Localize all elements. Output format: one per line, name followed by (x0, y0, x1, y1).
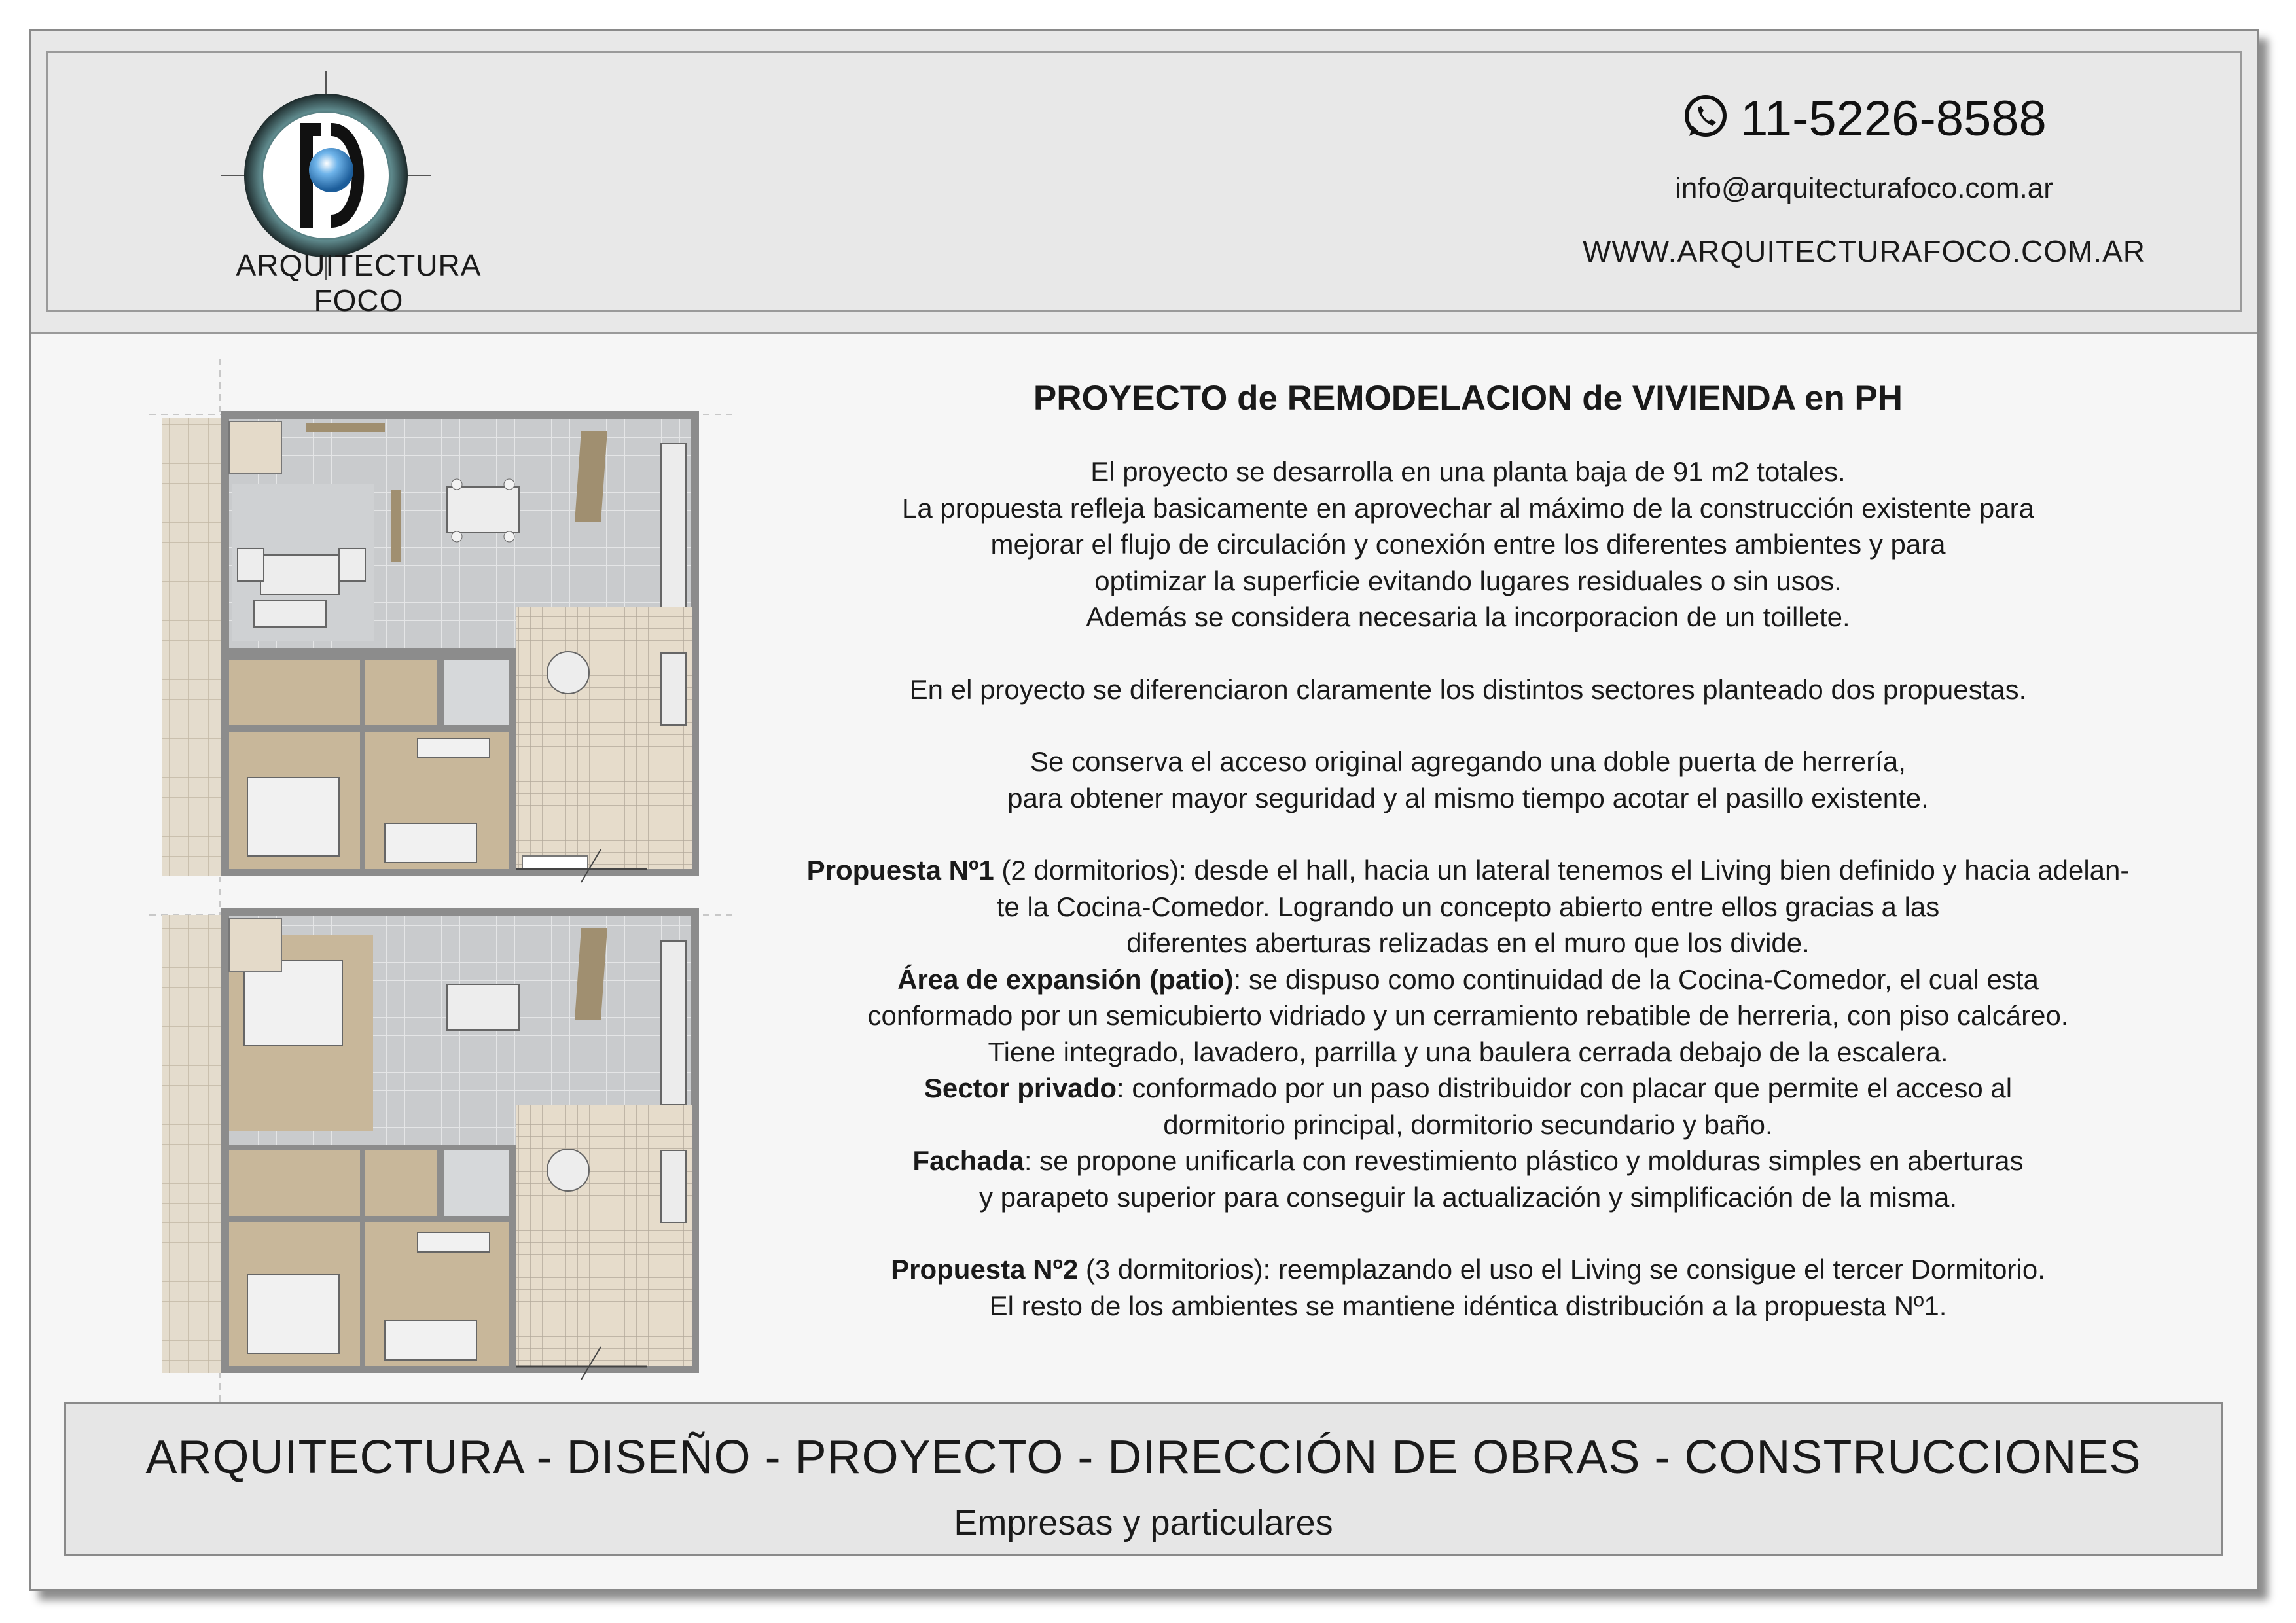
private-sector-line: dormitorio principal, dormitorio secundario y baño. (1163, 1109, 1773, 1140)
facade-label: Fachada (912, 1145, 1024, 1176)
access-line: Se conserva el acceso original agregando una doble puerta de herrería, (1030, 746, 1906, 777)
floor-plan-proposal-2 (149, 889, 732, 1419)
intro-line: La propuesta refleja basicamente en aprovechar al máximo de la construcción existente para (902, 492, 2034, 524)
proposal-1-line: te la Cocina-Comedor. Logrando un concepto abierto entre ellos gracias a las (996, 891, 1940, 922)
expansion-line: Tiene integrado, lavadero, parrilla y una baulera cerrada debajo de la escalera. (988, 1036, 1948, 1067)
intro-paragraph (706, 454, 2231, 635)
services-tagline: ARQUITECTURA - DISEÑO - PROYECTO - DIRECCIÓN DE OBRAS - CONSTRUCCIONES (145, 1431, 2142, 1484)
expansion-label: Área de expansión (patio) (897, 963, 1234, 995)
intro-line: mejorar el flujo de circulación y conexión entre los diferentes ambientes y para (990, 529, 1946, 560)
intro-line: optimizar la superficie evitando lugares residuales o sin usos. (1094, 565, 1842, 596)
brand-name: ARQUITECTURA FOCO (236, 248, 482, 317)
intro-line: Además se considera necesaria la incorporacion de un toillete. (1086, 601, 1850, 632)
phone-number[interactable]: 11-5226-8588 (1740, 91, 2047, 147)
access-line: para obtener mayor seguridad y al mismo tiempo acotar el pasillo existente. (1007, 782, 1929, 813)
facade-line: : se propone unificarla con revestimiento plástico y molduras simples en aberturas (1024, 1145, 2024, 1176)
whatsapp-icon (1681, 93, 1730, 145)
proposal-2-paragraph (706, 1251, 2231, 1324)
private-sector-label: Sector privado (924, 1073, 1117, 1103)
contact-block (1537, 90, 2191, 269)
sectors-line: En el proyecto se diferenciaron claramente los distintos sectores planteado dos propuestas. (909, 673, 2027, 705)
proposal-2-label: Propuesta Nº2 (891, 1254, 1079, 1285)
sectors-paragraph (706, 671, 2231, 708)
project-description (706, 378, 2231, 1360)
email-address[interactable]: info@arquitecturafoco.com.ar (1675, 172, 2053, 204)
header (31, 31, 2257, 334)
project-title: PROYECTO de REMODELACION de VIVIENDA en PH (1033, 379, 1903, 418)
clients-subtagline: Empresas y particulares (954, 1503, 1333, 1543)
access-paragraph (706, 743, 2231, 816)
expansion-line: : se dispuso como continuidad de la Cocina-Comedor, el cual esta (1233, 963, 2039, 995)
phone-row (1537, 90, 2191, 147)
website-url[interactable]: WWW.ARQUITECTURAFOCO.COM.AR (1582, 234, 2146, 268)
proposal-1-paragraph (706, 852, 2231, 1215)
proposal-2-line: (3 dormitorios): reemplazando el uso el Living se consigue el tercer Dormitorio. (1078, 1254, 2045, 1285)
proposal-1-line: (2 dormitorios): desde el hall, hacia un lateral tenemos el Living bien definido y hacia adelan- (994, 855, 2130, 885)
sheet (29, 29, 2259, 1591)
expansion-line: conformado por un semicubierto vidriado y un cerramiento rebatible de herreria, con piso calcáreo. (867, 1000, 2069, 1031)
footer-band (64, 1402, 2223, 1556)
intro-line: El proyecto se desarrolla en una planta baja de 91 m2 totales. (1090, 456, 1846, 487)
facade-line: y parapeto superior para conseguir la actualización y simplificación de la misma. (978, 1181, 1958, 1213)
proposal-1-label: Propuesta Nº1 (806, 855, 994, 885)
proposal-2-line: El resto de los ambientes se mantiene idéntica distribución a la propuesta Nº1. (989, 1290, 1947, 1321)
proposal-1-line: diferentes aberturas relizadas en el muro que los divide. (1126, 927, 1810, 958)
floor-plans (130, 346, 751, 1432)
private-sector-line: : conformado por un paso distribuidor con placar que permite el acceso al (1116, 1073, 2013, 1103)
floor-plan-proposal-1 (149, 359, 732, 882)
